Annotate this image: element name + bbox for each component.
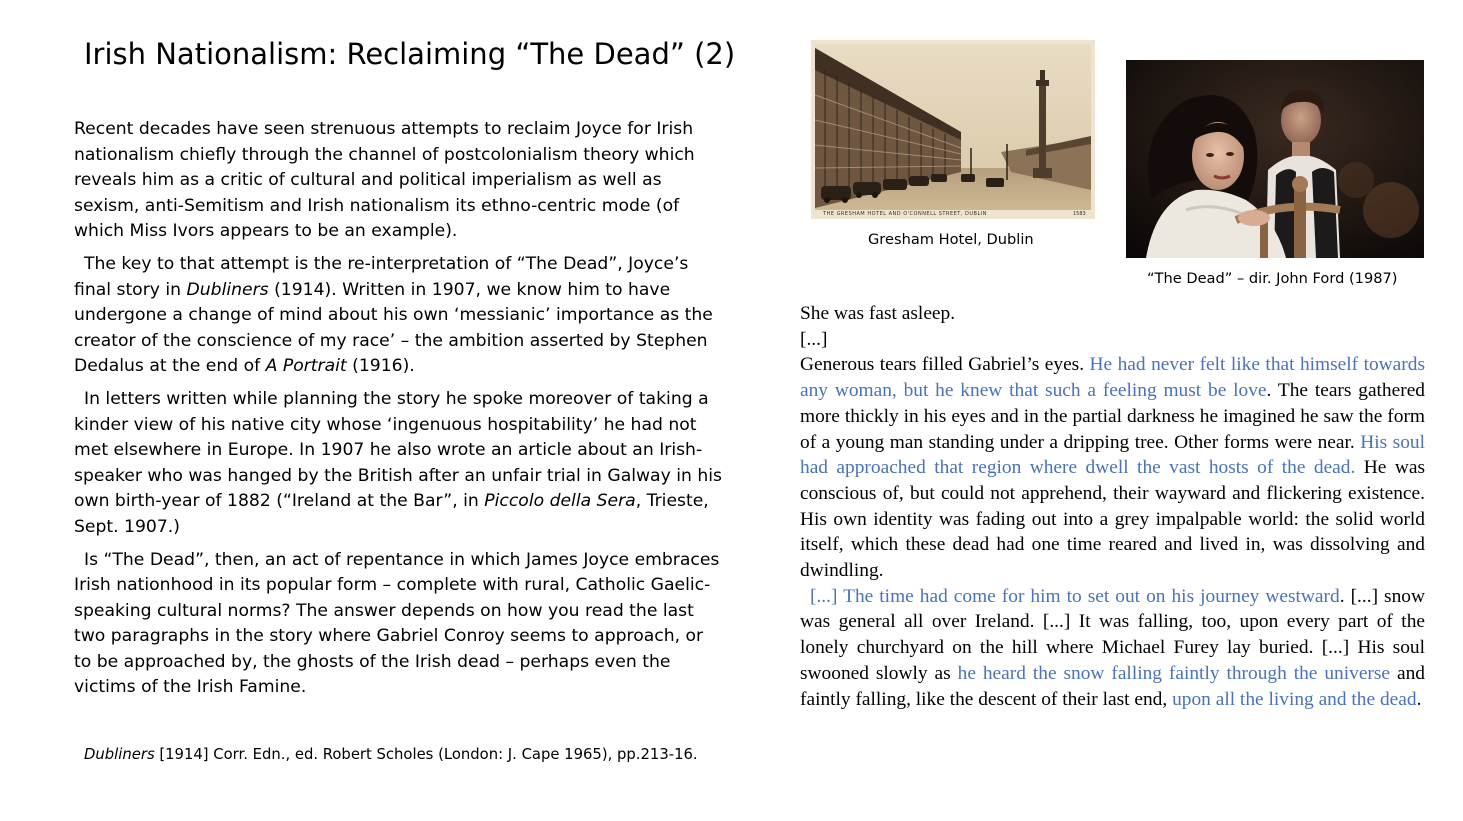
p2-text-e: (1916). <box>346 356 415 377</box>
film-still-caption: “The Dead” – dir. John Ford (1987) <box>1147 270 1398 287</box>
q2-highlight-snow: he heard the snow falling faintly through the universe <box>957 662 1391 684</box>
commentary-paragraph-1: Recent decades have seen strenuous attempts to reclaim Joyce for Irish nationalism chiefly through the channel of postcolonialism theory which reveals him as a critic of cultural and political imperialism as well as sexism, anti-Semitism and Irish nationalism its ethno-centric mode (of which Miss Ivors appears to be an example). <box>74 119 695 242</box>
q1-s1: Generous tears filled Gabriel’s eyes. <box>800 354 1090 376</box>
p3-title-piccolo: Piccolo della Sera <box>484 491 636 512</box>
citation-book-title: Dubliners <box>84 746 155 763</box>
commentary-paragraph-4: Is “The Dead”, then, an act of repentance in which James Joyce embraces Irish nationhood in its popular form – complete with rural, Catholic Gaelic-speaking cultural norms? The answer depends on how you read the last two paragraphs in the story where Gabriel Conroy seems to approach, or to be approached by, the ghosts of the Irish dead – perhaps even the victims of the Irish Famine. <box>74 549 720 698</box>
q1-highlight-love: He had never felt like that himself towards any woman, but he knew that such a feeling must be love <box>800 354 1425 402</box>
commentary-text <box>74 117 724 708</box>
story-quotation <box>800 301 1425 712</box>
commentary-paragraph-2 <box>74 252 724 380</box>
quote-line-1: She was fast asleep. <box>800 303 956 324</box>
p2-title-dubliners: Dubliners <box>186 279 269 300</box>
q2-s4: and faintly falling, like the descent of their last end, <box>800 662 1425 710</box>
postcard-label: THE GRESHAM HOTEL AND O'CONNELL STREET, DUBLIN <box>823 211 987 217</box>
q2-highlight-living-dead: upon all the living and the dead <box>1172 688 1417 710</box>
slide-title: Irish Nationalism: Reclaiming “The Dead” (2) <box>84 37 736 71</box>
postcard-number: 1583 <box>1073 211 1086 217</box>
citation-details: [1914] Corr. Edn., ed. Robert Scholes (London: J. Cape 1965), pp.213-16. <box>154 746 698 763</box>
p3-text-c: , Trieste, Sept. 1907.) <box>74 491 709 537</box>
quote-line-2: [...] <box>800 328 828 350</box>
quote-paragraph-1 <box>800 352 1425 583</box>
gresham-hotel-photo <box>811 40 1095 219</box>
p3-text-a: In letters written while planning the story he spoke moreover of taking a kinder view of his native city whose ‘ingenuous hospitability’ he had not met elsewhere in Europe. In 1907 he also wrote an article about an Irish-speaker who was hanged by the British after an unfair trial in Galway in his own birth-year of 1882 (“Ireland at the Bar”, in <box>74 388 722 512</box>
commentary-paragraph-3 <box>74 387 724 541</box>
p2-title-portrait: A Portrait <box>265 356 347 377</box>
quote-paragraph-2 <box>800 584 1425 713</box>
gresham-hotel-caption: Gresham Hotel, Dublin <box>868 231 1034 248</box>
p2-text-c: (1914). Written in 1907, we know him to have undergone a change of mind about his own ‘messianic’ importance as the creator of the conscience of my race’ – the ambition asserted by Stephen Dedalus at the end of <box>74 279 713 377</box>
q2-s6: . <box>1416 688 1422 710</box>
p2-text-a: The key to that attempt is the re-interpretation of “The Dead”, Joyce’s final story in <box>74 253 689 300</box>
film-still-photo <box>1126 60 1424 258</box>
q2-highlight-westward: [...] The time had come for him to set out on his journey westward <box>810 585 1340 607</box>
q1-s5: He was conscious of, but could not apprehend, their wayward and flickering existence. His own identity was fading out into a grey impalpable world: the solid world itself, which these dead had one time reared and lived in, was dissolving and dwindling. <box>800 457 1425 582</box>
source-citation <box>84 744 764 766</box>
q1-highlight-soul: His soul had approached that region where dwell the vast hosts of the dead. <box>800 431 1425 479</box>
q1-s3: . The tears gathered more thickly in his eyes and in the partial darkness he imagined he saw the form of a young man standing under a dripping tree. Other forms were near. <box>800 380 1425 453</box>
film-still-illustration <box>1126 60 1424 258</box>
gresham-hotel-illustration <box>811 40 1095 219</box>
q2-s2: . [...] snow was general all over Ireland. [...] It was falling, too, upon every part of the lonely churchyard on the hill where Michael Furey lay buried. [...] His soul swooned slowly as <box>800 585 1425 684</box>
